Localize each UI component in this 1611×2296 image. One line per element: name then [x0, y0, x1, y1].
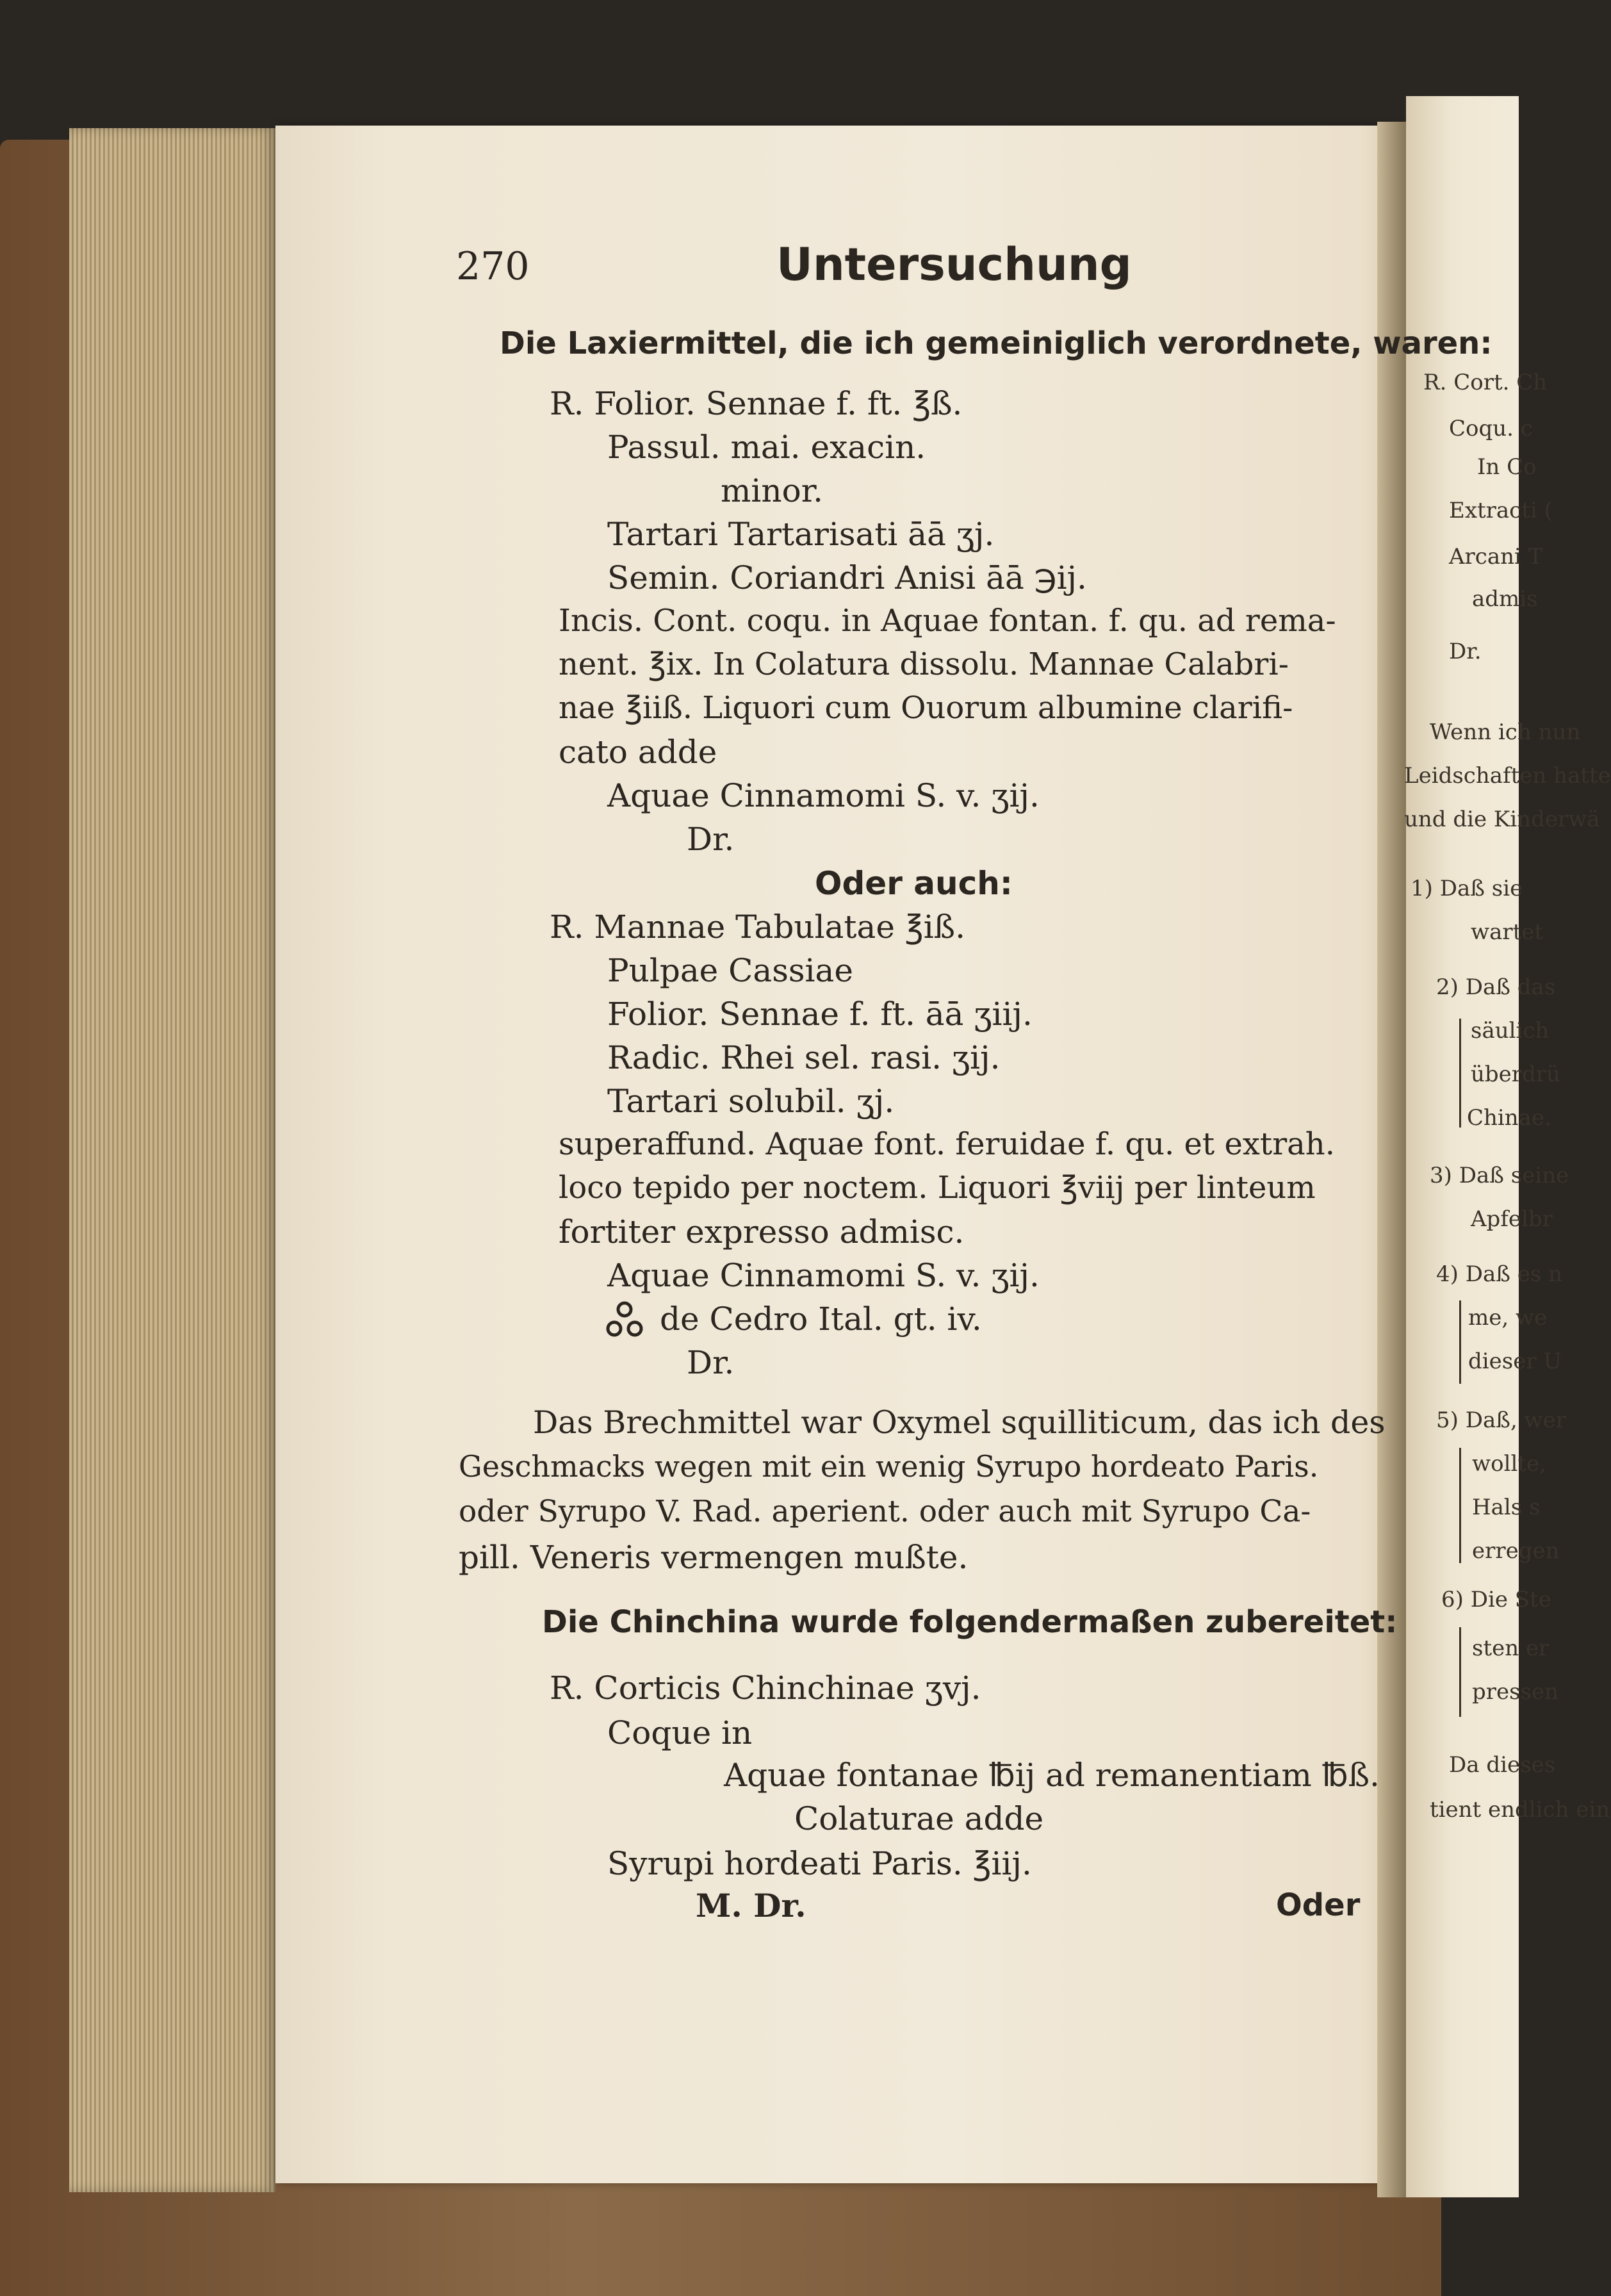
facing-line: me, we: [1468, 1305, 1548, 1331]
oil-symbol-icon: [605, 1300, 644, 1340]
text-line: Passul. mai. exacin.: [607, 429, 926, 466]
facing-line: Wenn ich nun: [1430, 719, 1581, 745]
text-line: nae ℥iiß. Liquori cum Ouorum albumine clarifi-: [559, 690, 1293, 726]
facing-line: 6) Die Ste: [1441, 1587, 1551, 1612]
text-line: Radic. Rhei sel. rasi. ʒij.: [607, 1039, 1001, 1076]
facing-brace: [1459, 1019, 1470, 1128]
facing-line: säulich: [1471, 1018, 1550, 1044]
facing-brace: [1459, 1448, 1470, 1563]
text-line: Colaturae adde: [794, 1800, 1044, 1837]
facing-line: Leidschaften hatte: [1404, 763, 1611, 789]
facing-line: dieser U: [1468, 1349, 1562, 1374]
catchword: Oder: [1276, 1887, 1361, 1923]
page-number: 270: [456, 244, 530, 289]
text-line: superaffund. Aquae font. feruidae f. qu. et extrah.: [559, 1126, 1335, 1162]
facing-brace: [1459, 1300, 1470, 1384]
page-edges: [69, 128, 275, 2192]
facing-line: Extracti (: [1449, 498, 1553, 523]
intro-line: Die Laxiermittel, die ich gemeiniglich verordnete, waren:: [500, 325, 1492, 361]
facing-line: wartet: [1471, 919, 1544, 945]
facing-line: In Co: [1477, 454, 1537, 480]
text-line: Geschmacks wegen mit ein wenig Syrupo hordeato Paris.: [459, 1449, 1319, 1484]
text-line: pill. Veneris vermengen mußte.: [459, 1539, 969, 1576]
facing-line: erregen: [1472, 1538, 1560, 1564]
text-line: M. Dr.: [696, 1887, 806, 1924]
facing-line: wollte,: [1472, 1451, 1546, 1477]
text-line: cato adde: [559, 734, 717, 771]
text-line: Aquae Cinnamomi S. v. ʒij.: [607, 777, 1040, 814]
facing-line: Arcani T: [1449, 544, 1543, 570]
facing-line: 1) Daß sie: [1411, 876, 1523, 901]
text-line: Coque in: [607, 1714, 753, 1751]
facing-line: 2) Daß das: [1436, 974, 1556, 1000]
text-line: Dr.: [687, 1344, 735, 1381]
facing-line: und die Kinderwä: [1404, 807, 1600, 832]
text-line: Das Brechmittel war Oxymel squilliticum, das ich des: [533, 1404, 1386, 1441]
facing-line: 4) Daß es n: [1436, 1261, 1563, 1287]
text-line: Tartari solubil. ʒj.: [607, 1083, 895, 1120]
text-line: Aquae Cinnamomi S. v. ʒij.: [607, 1257, 1040, 1294]
text-line: R. Folior. Sennae f. ft. ℥ß.: [550, 385, 963, 422]
text-line: de Cedro Ital. gt. iv.: [660, 1300, 982, 1338]
text-line: minor.: [721, 472, 824, 509]
facing-line: Apfelbr: [1471, 1206, 1553, 1232]
facing-line: sten er: [1472, 1636, 1550, 1661]
text-line: Syrupi hordeati Paris. ℥iij.: [607, 1845, 1032, 1882]
text-line: nent. ℥ix. In Colatura dissolu. Mannae Calabri-: [559, 646, 1289, 682]
facing-line: Dr.: [1449, 639, 1482, 664]
facing-line: Coqu. c: [1449, 416, 1533, 441]
facing-brace: [1459, 1627, 1470, 1717]
text-line: loco tepido per noctem. Liquori ℥viij per linteum: [559, 1170, 1316, 1206]
text-line: Pulpae Cassiae: [607, 952, 853, 989]
text-line: Incis. Cont. coqu. in Aquae fontan. f. qu. ad rema-: [559, 603, 1336, 639]
text-line: R. Mannae Tabulatae ℥iß.: [550, 908, 965, 946]
facing-line: Chinae.: [1467, 1105, 1551, 1131]
right-page-fragment: [1406, 96, 1519, 2197]
text-line: oder Syrupo V. Rad. aperient. oder auch mit Syrupo Ca-: [459, 1494, 1311, 1529]
facing-line: admis: [1472, 586, 1538, 612]
facing-line: tient endlich ein: [1430, 1797, 1610, 1823]
running-head: Untersuchung: [776, 238, 1132, 291]
facing-line: überdrü: [1471, 1062, 1560, 1087]
facing-line: pressen: [1472, 1679, 1559, 1705]
section-label: Oder auch:: [815, 865, 1013, 902]
text-line: Aquae fontanae ℔ij ad remanentiam ℔ß.: [724, 1757, 1380, 1794]
facing-line: Da dieses: [1449, 1752, 1556, 1778]
facing-line: R. Cort. Ch: [1423, 370, 1548, 395]
section-label: Die Chinchina wurde folgendermaßen zubereitet:: [542, 1604, 1398, 1640]
text-line: Tartari Tartarisati āā ʒj.: [607, 516, 995, 553]
text-line: Folior. Sennae f. ft. āā ʒiij.: [607, 996, 1033, 1033]
facing-line: 5) Daß, wer: [1436, 1407, 1567, 1433]
facing-line: 3) Daß seine: [1430, 1163, 1569, 1188]
text-line: Semin. Coriandri Anisi āā ℈ij.: [607, 559, 1087, 596]
facing-line: Hals s: [1472, 1495, 1541, 1520]
text-line: Dr.: [687, 821, 735, 858]
text-line: fortiter expresso admisc.: [559, 1213, 965, 1250]
text-line: R. Corticis Chinchinae ʒvj.: [550, 1669, 981, 1707]
